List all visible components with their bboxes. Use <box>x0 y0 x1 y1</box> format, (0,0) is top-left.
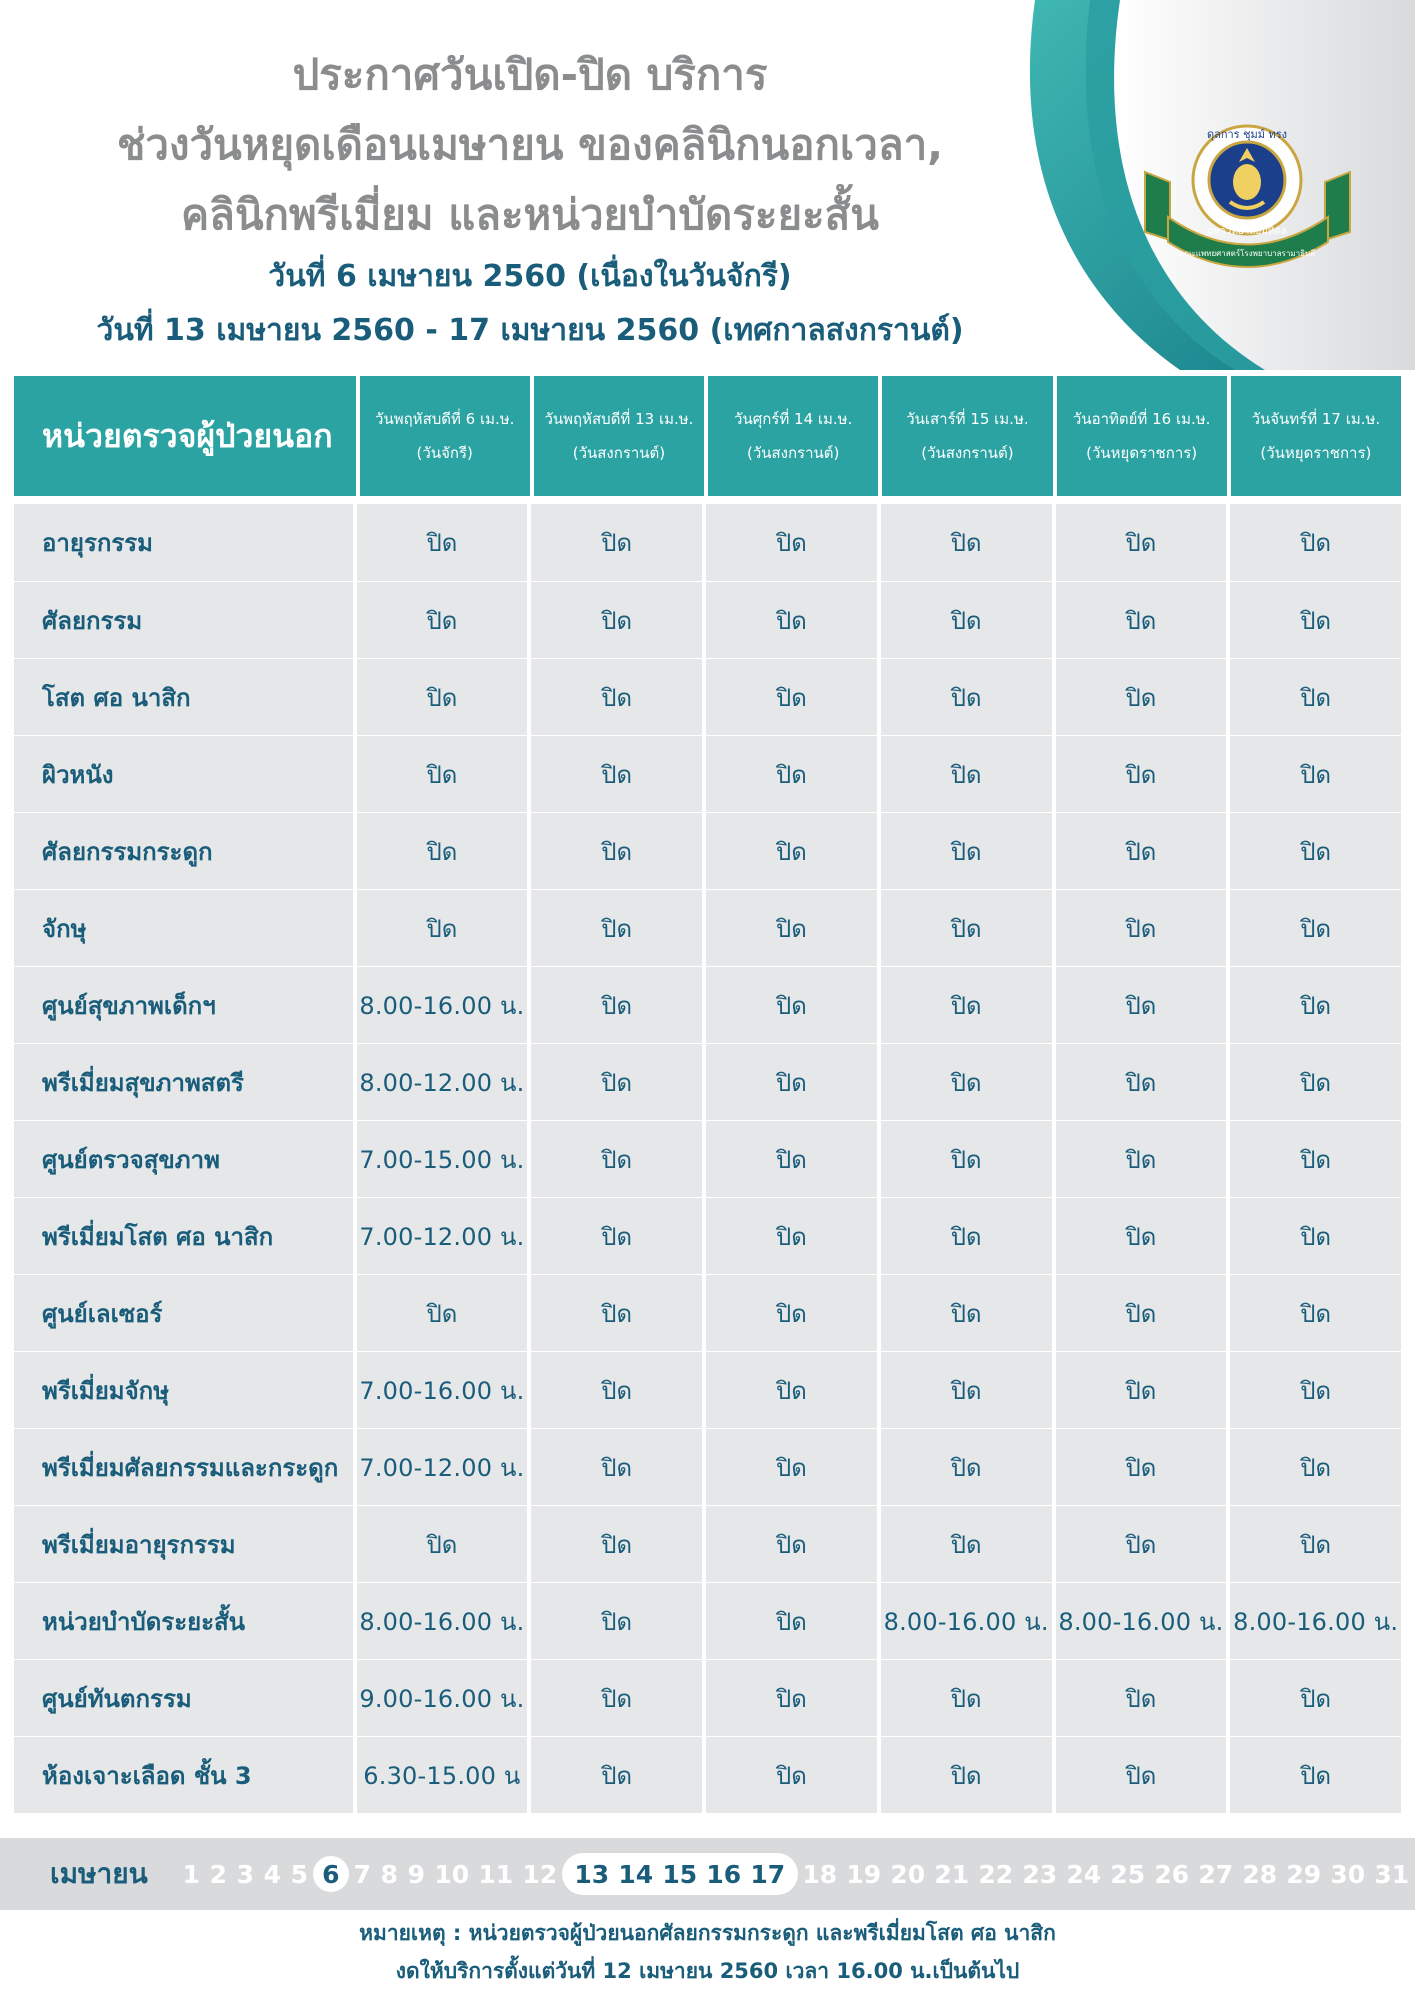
schedule-cell: ปิด <box>1300 1299 1332 1328</box>
schedule-cell: ปิด <box>531 504 706 581</box>
schedule-cell: ปิด <box>1056 504 1231 581</box>
schedule-cell: ปิด <box>881 504 1056 581</box>
schedule-cell: ปิด <box>357 659 532 735</box>
table-row <box>14 1428 1401 1505</box>
calendar-day: 7 <box>353 1859 371 1889</box>
table-header <box>14 376 1401 496</box>
schedule-cell: ปิด <box>706 659 881 735</box>
schedule-cell: ปิด <box>706 582 881 658</box>
column-header-day-label: วันเสาร์ที่ 15 เม.ษ. <box>906 410 1029 428</box>
column-header-day-note: (วันสงกรานต์) <box>921 444 1014 462</box>
calendar-day: 29 <box>1286 1859 1322 1889</box>
table-row <box>14 581 1401 658</box>
schedule-cell: ปิด <box>357 890 532 966</box>
table-row <box>14 1120 1401 1197</box>
schedule-cell: ปิด <box>1056 967 1231 1043</box>
schedule-cell: ปิด <box>881 1044 1056 1120</box>
schedule-cell: 7.00-12.00 น. <box>357 1429 532 1505</box>
schedule-cell: ปิด <box>531 659 706 735</box>
calendar-day: 4 <box>263 1859 281 1889</box>
schedule-cell: 7.00-15.00 น. <box>357 1121 532 1197</box>
column-header-day-note: (วันจักรี) <box>416 444 473 462</box>
schedule-cell: ปิด <box>531 967 706 1043</box>
table-row <box>14 966 1401 1043</box>
table-row <box>14 1505 1401 1582</box>
schedule-cell: ปิด <box>1056 659 1231 735</box>
schedule-cell: ปิด <box>1300 1684 1332 1713</box>
schedule-cell: ปิด <box>1300 606 1332 635</box>
schedule-cell: ปิด <box>1300 837 1332 866</box>
schedule-cell: ปิด <box>531 582 706 658</box>
unit-name: อายุรกรรม <box>14 504 357 581</box>
calendar-days <box>178 1853 1414 1895</box>
schedule-cell: ปิด <box>1056 736 1231 812</box>
schedule-cell: 7.00-16.00 น. <box>357 1352 532 1428</box>
schedule-cell: ปิด <box>357 582 532 658</box>
schedule-cell: ปิด <box>881 1429 1056 1505</box>
table-row <box>14 1659 1401 1736</box>
calendar-day: 3 <box>236 1859 254 1889</box>
table-row <box>14 1582 1401 1659</box>
schedule-cell: ปิด <box>1300 683 1332 712</box>
schedule-cell: ปิด <box>531 890 706 966</box>
subtitle-line-1: วันที่ 6 เมษายน 2560 (เนื่องในวันจักรี) <box>268 259 792 294</box>
calendar-day: 10 <box>434 1859 470 1889</box>
schedule-cell: ปิด <box>531 1737 706 1813</box>
column-header-day <box>1057 376 1227 496</box>
column-header-day-label: วันอาทิตย์ที่ 16 เม.ษ. <box>1072 410 1211 428</box>
calendar-day: 26 <box>1154 1859 1190 1889</box>
footnote-line-1: หมายเหตุ : หน่วยตรวจผู้ป่วยนอกศัลยกรรมกระดูก และพรีเมี่ยมโสต ศอ นาสิก <box>359 1921 1056 1945</box>
column-header-day-note: (วันสงกรานต์) <box>572 444 666 462</box>
schedule-cell: ปิด <box>1300 1530 1332 1559</box>
schedule-cell: ปิด <box>881 582 1056 658</box>
calendar-day-highlight: 13 <box>574 1859 610 1889</box>
calendar-day: 12 <box>522 1859 558 1889</box>
column-header-day-note: (วันหยุดราชการ) <box>1260 444 1372 462</box>
unit-name: จักษุ <box>14 890 357 966</box>
table-row <box>14 1274 1401 1351</box>
calendar-day: 24 <box>1066 1859 1102 1889</box>
unit-name: พรีเมี่ยมโสต ศอ นาสิก <box>14 1198 357 1274</box>
schedule-cell: ปิด <box>531 1352 706 1428</box>
schedule-cell: ปิด <box>881 1275 1056 1351</box>
calendar-day: 23 <box>1022 1859 1058 1889</box>
schedule-cell: ปิด <box>357 1506 532 1582</box>
schedule-cell: ปิด <box>357 1275 532 1351</box>
schedule-cell: ปิด <box>1056 813 1231 889</box>
schedule-cell: ปิด <box>1056 890 1231 966</box>
schedule-cell: ปิด <box>531 1198 706 1274</box>
svg-text:ดุลการ ชุมม์ ทรง: ดุลการ ชุมม์ ทรง <box>1206 128 1288 141</box>
unit-name: พรีเมี่ยมอายุรกรรม <box>14 1506 357 1582</box>
calendar-month: เมษายน <box>50 1857 148 1890</box>
table-row <box>14 1351 1401 1428</box>
column-header-day-label: วันพฤหัสบดีที่ 6 เม.ษ. <box>375 410 515 428</box>
schedule-cell: ปิด <box>881 1121 1056 1197</box>
calendar-day: 30 <box>1330 1859 1366 1889</box>
schedule-cell: ปิด <box>531 736 706 812</box>
schedule-cell: ปิด <box>1300 1145 1332 1174</box>
schedule-cell: ปิด <box>1056 1660 1231 1736</box>
table-row <box>14 658 1401 735</box>
schedule-cell: ปิด <box>1056 1506 1231 1582</box>
unit-name: ศูนย์ทันตกรรม <box>14 1660 357 1736</box>
svg-text:คณะแพทยศาสตร์โรงพยาบาลรามาธิบด: คณะแพทยศาสตร์โรงพยาบาลรามาธิบดี <box>1178 249 1316 258</box>
calendar-day: 25 <box>1110 1859 1146 1889</box>
title-block <box>0 40 1060 358</box>
table-row <box>14 889 1401 966</box>
calendar-bar <box>0 1838 1415 1910</box>
title-line-2: ช่วงวันหยุดเดือนเมษายน ของคลินิกนอกเวลา, <box>116 120 944 169</box>
unit-name: ศัลยกรรมกระดูก <box>14 813 357 889</box>
schedule-cell: ปิด <box>1300 991 1332 1020</box>
schedule-cell: ปิด <box>881 890 1056 966</box>
calendar-day: 2 <box>209 1859 227 1889</box>
table-row <box>14 812 1401 889</box>
schedule-cell: ปิด <box>1300 1222 1332 1251</box>
schedule-cell: ปิด <box>531 1121 706 1197</box>
calendar-day: 28 <box>1242 1859 1278 1889</box>
schedule-cell: ปิด <box>1056 1737 1231 1813</box>
footnote-line-2: งดให้บริการตั้งแต่วันที่ 12 เมษายน 2560 เวลา 16.00 น.เป็นต้นไป <box>395 1959 1020 1983</box>
column-header-day-label: วันพฤหัสบดีที่ 13 เม.ษ. <box>544 410 694 428</box>
column-header-day-label: วันศุกร์ที่ 14 เม.ษ. <box>734 410 853 428</box>
schedule-cell: ปิด <box>881 1737 1056 1813</box>
unit-name: โสต ศอ นาสิก <box>14 659 357 735</box>
column-header-day <box>708 376 878 496</box>
column-header-day-label: วันจันทร์ที่ 17 เม.ษ. <box>1251 410 1381 428</box>
column-header-day <box>1231 376 1401 496</box>
subtitle-line-2: วันที่ 13 เมษายน 2560 - 17 เมษายน 2560 (เทศกาลสงกรานต์) <box>96 313 964 348</box>
column-header-day-note: (วันหยุดราชการ) <box>1086 444 1198 462</box>
schedule-cell: ปิด <box>531 1660 706 1736</box>
schedule-cell: ปิด <box>881 1506 1056 1582</box>
unit-name: ศัลยกรรม <box>14 582 357 658</box>
schedule-cell: ปิด <box>706 967 881 1043</box>
column-header-day <box>534 376 704 496</box>
column-header-day <box>360 376 530 496</box>
schedule-cell: ปิด <box>1056 1198 1231 1274</box>
calendar-day: 21 <box>934 1859 970 1889</box>
schedule-cell: ปิด <box>1300 914 1332 943</box>
schedule-cell: 8.00-16.00 น. <box>1056 1583 1231 1659</box>
unit-name: พรีเมี่ยมจักษุ <box>14 1352 357 1428</box>
schedule-cell: ปิด <box>881 1198 1056 1274</box>
schedule-cell: 8.00-16.00 น. <box>1233 1607 1399 1636</box>
calendar-day: 1 <box>182 1859 200 1889</box>
unit-name: ห้องเจาะเลือด ชั้น 3 <box>14 1737 357 1813</box>
schedule-cell: 8.00-16.00 น. <box>357 1583 532 1659</box>
schedule-cell: ปิด <box>1300 1761 1332 1790</box>
schedule-cell: 8.00-16.00 น. <box>881 1583 1056 1659</box>
schedule-cell: 6.30-15.00 น <box>357 1737 532 1813</box>
schedule-cell: ปิด <box>357 736 532 812</box>
schedule-cell: ปิด <box>531 813 706 889</box>
unit-name: พรีเมี่ยมสุขภาพสตรี <box>14 1044 357 1120</box>
schedule-cell: ปิด <box>531 1583 706 1659</box>
unit-name: ศูนย์เลเซอร์ <box>14 1275 357 1351</box>
schedule-cell: ปิด <box>706 1737 881 1813</box>
schedule-cell: ปิด <box>531 1429 706 1505</box>
schedule-cell: ปิด <box>1300 529 1332 557</box>
schedule-cell: ปิด <box>706 890 881 966</box>
title-line-3: คลินิกพรีเมี่ยม และหน่วยบำบัดระยะสั้น <box>181 190 879 239</box>
schedule-cell: ปิด <box>706 1044 881 1120</box>
calendar-day: 19 <box>846 1859 882 1889</box>
schedule-cell: 8.00-12.00 น. <box>357 1044 532 1120</box>
unit-name: หน่วยบำบัดระยะสั้น <box>14 1583 357 1659</box>
schedule-cell: ปิด <box>706 1429 881 1505</box>
schedule-cell: ปิด <box>706 1506 881 1582</box>
table-row <box>14 1197 1401 1274</box>
royal-emblem-icon <box>1140 122 1355 272</box>
schedule-table <box>14 376 1401 1813</box>
schedule-cell: ปิด <box>881 1660 1056 1736</box>
calendar-day: 27 <box>1198 1859 1234 1889</box>
calendar-day: 11 <box>478 1859 514 1889</box>
calendar-day-highlight: 16 <box>706 1859 742 1889</box>
unit-name: ผิวหนัง <box>14 736 357 812</box>
calendar-day: 5 <box>290 1859 308 1889</box>
header <box>0 0 1415 370</box>
calendar-day-highlight: 17 <box>750 1859 786 1889</box>
schedule-cell: ปิด <box>706 1660 881 1736</box>
schedule-cell: ปิด <box>1300 1453 1332 1482</box>
schedule-cell: ปิด <box>1056 1429 1231 1505</box>
title-line-1: ประกาศวันเปิด-ปิด บริการ <box>292 50 768 99</box>
schedule-cell: 8.00-16.00 น. <box>357 967 532 1043</box>
schedule-cell: ปิด <box>1056 582 1231 658</box>
column-header-day <box>882 376 1052 496</box>
footnote <box>0 1914 1415 1990</box>
schedule-cell: ปิด <box>1300 1376 1332 1405</box>
schedule-cell: ปิด <box>881 1352 1056 1428</box>
schedule-cell: 9.00-16.00 น. <box>357 1660 532 1736</box>
schedule-cell: ปิด <box>1056 1121 1231 1197</box>
schedule-cell: ปิด <box>706 1583 881 1659</box>
schedule-cell: ปิด <box>357 813 532 889</box>
unit-name: พรีเมี่ยมศัลยกรรมและกระดูก <box>14 1429 357 1505</box>
calendar-day: 9 <box>407 1859 425 1889</box>
schedule-cell: ปิด <box>1300 1068 1332 1097</box>
schedule-cell: ปิด <box>706 1275 881 1351</box>
column-header-day-note: (วันสงกรานต์) <box>746 444 840 462</box>
calendar-day: 20 <box>890 1859 926 1889</box>
schedule-cell: ปิด <box>357 504 532 581</box>
schedule-cell: ปิด <box>881 736 1056 812</box>
column-header-unit: หน่วยตรวจผู้ป่วยนอก <box>14 376 356 496</box>
schedule-cell: ปิด <box>706 1121 881 1197</box>
schedule-cell: ปิด <box>1056 1275 1231 1351</box>
calendar-day-highlight: 15 <box>662 1859 698 1889</box>
schedule-cell: 7.00-12.00 น. <box>357 1198 532 1274</box>
schedule-cell: ปิด <box>1056 1352 1231 1428</box>
schedule-cell: ปิด <box>706 1352 881 1428</box>
schedule-cell: ปิด <box>881 659 1056 735</box>
table-body <box>14 504 1401 1813</box>
calendar-range-highlight <box>562 1853 798 1895</box>
schedule-cell: ปิด <box>531 1275 706 1351</box>
schedule-cell: ปิด <box>706 1198 881 1274</box>
schedule-cell: ปิด <box>706 736 881 812</box>
calendar-day-highlight: 6 <box>313 1856 349 1892</box>
calendar-day: 22 <box>978 1859 1014 1889</box>
unit-name: ศูนย์สุขภาพเด็กฯ <box>14 967 357 1043</box>
schedule-cell: ปิด <box>881 967 1056 1043</box>
calendar-day: 31 <box>1374 1859 1410 1889</box>
table-row <box>14 1043 1401 1120</box>
table-row <box>14 735 1401 812</box>
schedule-cell: ปิด <box>881 813 1056 889</box>
schedule-cell: ปิด <box>1056 1044 1231 1120</box>
unit-name: ศูนย์ตรวจสุขภาพ <box>14 1121 357 1197</box>
schedule-cell: ปิด <box>531 1506 706 1582</box>
calendar-day-highlight: 14 <box>618 1859 654 1889</box>
calendar-day: 8 <box>380 1859 398 1889</box>
svg-text:มหาวิทยาลัยมหิดล: มหาวิทยาลัยมหิดล <box>1206 226 1288 237</box>
table-row <box>14 1736 1401 1813</box>
schedule-cell: ปิด <box>531 1044 706 1120</box>
schedule-cell: ปิด <box>706 504 881 581</box>
calendar-day: 18 <box>802 1859 838 1889</box>
schedule-cell: ปิด <box>1300 760 1332 789</box>
schedule-cell: ปิด <box>706 813 881 889</box>
table-row <box>14 504 1401 581</box>
